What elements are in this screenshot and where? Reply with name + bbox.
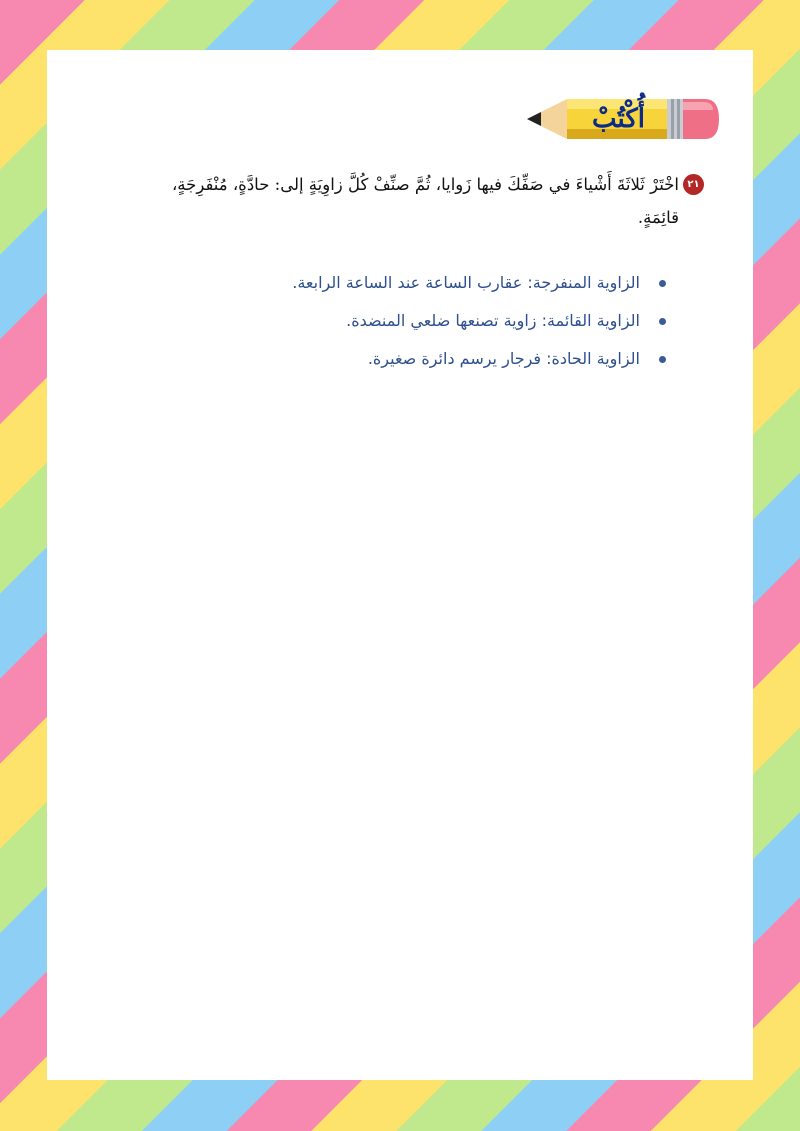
list-item <box>204 264 664 302</box>
question-block <box>139 168 700 234</box>
answer-text: الزاوية الحادة: فرجار يرسم دائرة صغيرة. <box>367 349 640 368</box>
list-item <box>204 340 664 378</box>
question-number-badge: ٢١ <box>683 174 704 195</box>
bullet-icon <box>659 356 666 363</box>
list-item <box>204 302 664 340</box>
pencil-header <box>523 96 723 142</box>
question-text: اخْتَرْ ثَلاثَةَ أَشْياءَ في صَفِّكَ فيها زَوايا، ثُمَّ صنِّفْ كُلَّ زاوِيَةٍ إلى: حادَّةٍ، مُنْفَرِجَةٍ، قائِمَةٍ. <box>171 175 679 227</box>
answer-list <box>204 264 664 378</box>
answer-text: الزاوية القائمة: زاوية تصنعها ضلعي المنضدة. <box>346 311 640 330</box>
write-section-title: أُكْتُبْ <box>592 104 645 134</box>
bullet-icon <box>659 318 666 325</box>
answer-text: الزاوية المنفرجة: عقارب الساعة عند الساعة الرابعة. <box>292 273 640 292</box>
bullet-icon <box>659 280 666 287</box>
